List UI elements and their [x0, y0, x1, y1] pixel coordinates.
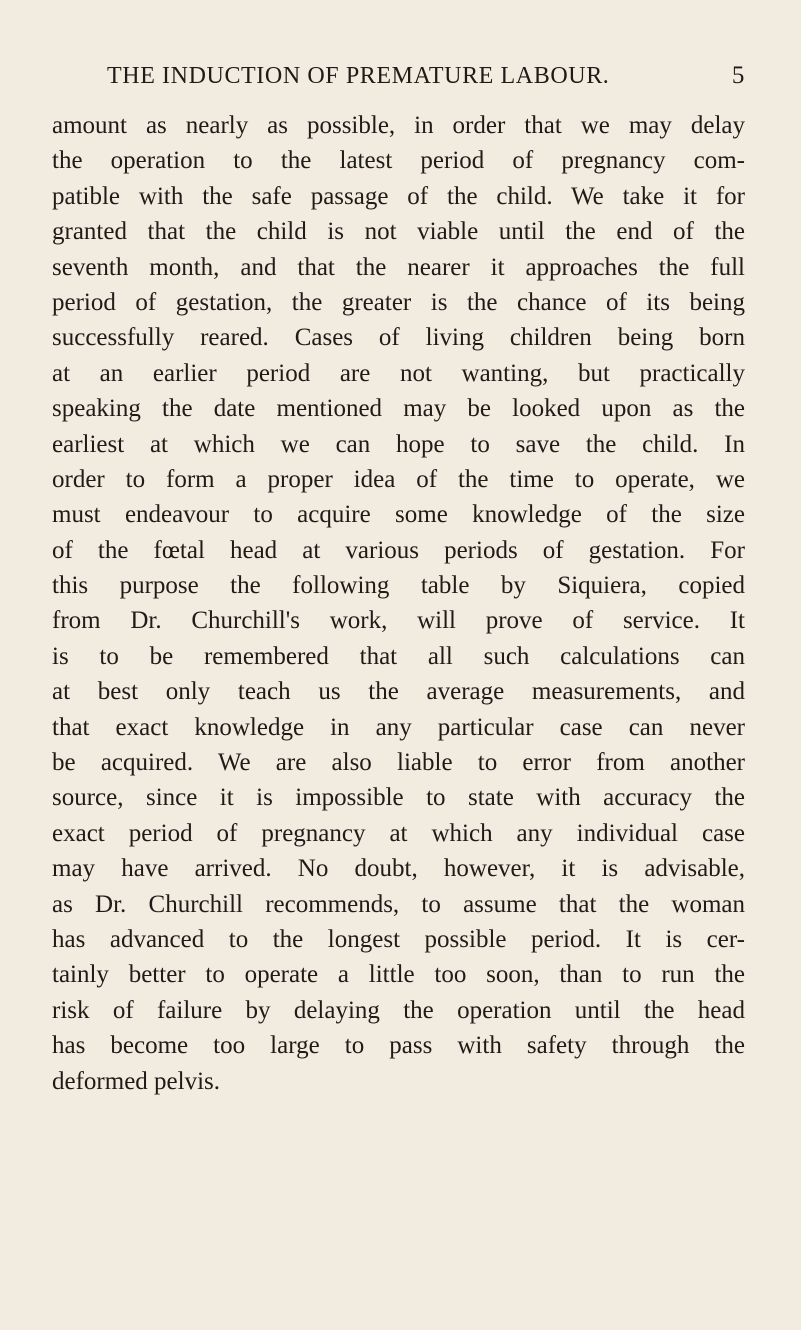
text-line: may have arrived. No doubt, however, it is advisable, — [52, 855, 745, 883]
text-line: period of gestation, the greater is the chance of its being — [52, 288, 745, 316]
text-line: that exact knowledge in any particular case can never — [52, 713, 745, 741]
text-line: patible with the safe passage of the child. We take it for — [52, 182, 745, 210]
text-line: granted that the child is not viable until the end of the — [52, 218, 745, 246]
text-line: order to form a proper idea of the time to operate, we — [52, 465, 745, 493]
text-line: has become too large to pass with safety through the — [52, 1032, 745, 1060]
text-line: this purpose the following table by Siquiera, copied — [52, 572, 745, 600]
text-line: tainly better to operate a little too soon, than to run the — [52, 961, 745, 989]
text-line: as Dr. Churchill recommends, to assume that the woman — [52, 890, 745, 918]
text-line: source, since it is impossible to state with accuracy the — [52, 784, 745, 812]
text-line: exact period of pregnancy at which any individual case — [52, 819, 745, 847]
page-number: 5 — [731, 62, 745, 89]
running-head — [107, 62, 745, 102]
text-line: successfully reared. Cases of living children being born — [52, 324, 745, 352]
text-line: risk of failure by delaying the operation until the head — [52, 996, 745, 1024]
text-line: deformed pelvis. — [52, 1067, 221, 1095]
text-line: from Dr. Churchill's work, will prove of service. It — [52, 607, 745, 635]
text-line: must endeavour to acquire some knowledge of the size — [52, 501, 745, 529]
text-line: at an earlier period are not wanting, but practically — [52, 359, 745, 387]
text-line: the operation to the latest period of pregnancy com- — [52, 147, 745, 175]
text-line: of the fœtal head at various periods of gestation. For — [52, 536, 745, 564]
body-paragraph — [52, 108, 745, 1099]
text-line: has advanced to the longest possible period. It is cer- — [52, 925, 745, 953]
text-line: speaking the date mentioned may be looked upon as the — [52, 395, 745, 423]
text-line: at best only teach us the average measurements, and — [52, 678, 745, 706]
text-line: be acquired. We are also liable to error from another — [52, 749, 745, 777]
text-line: earliest at which we can hope to save the child. In — [52, 430, 745, 458]
text-line: seventh month, and that the nearer it approaches the full — [52, 253, 745, 281]
text-line: is to be remembered that all such calculations can — [52, 642, 745, 670]
text-line: amount as nearly as possible, in order that we may delay — [52, 112, 745, 139]
running-head-title: THE INDUCTION OF PREMATURE LABOUR. — [107, 63, 610, 89]
